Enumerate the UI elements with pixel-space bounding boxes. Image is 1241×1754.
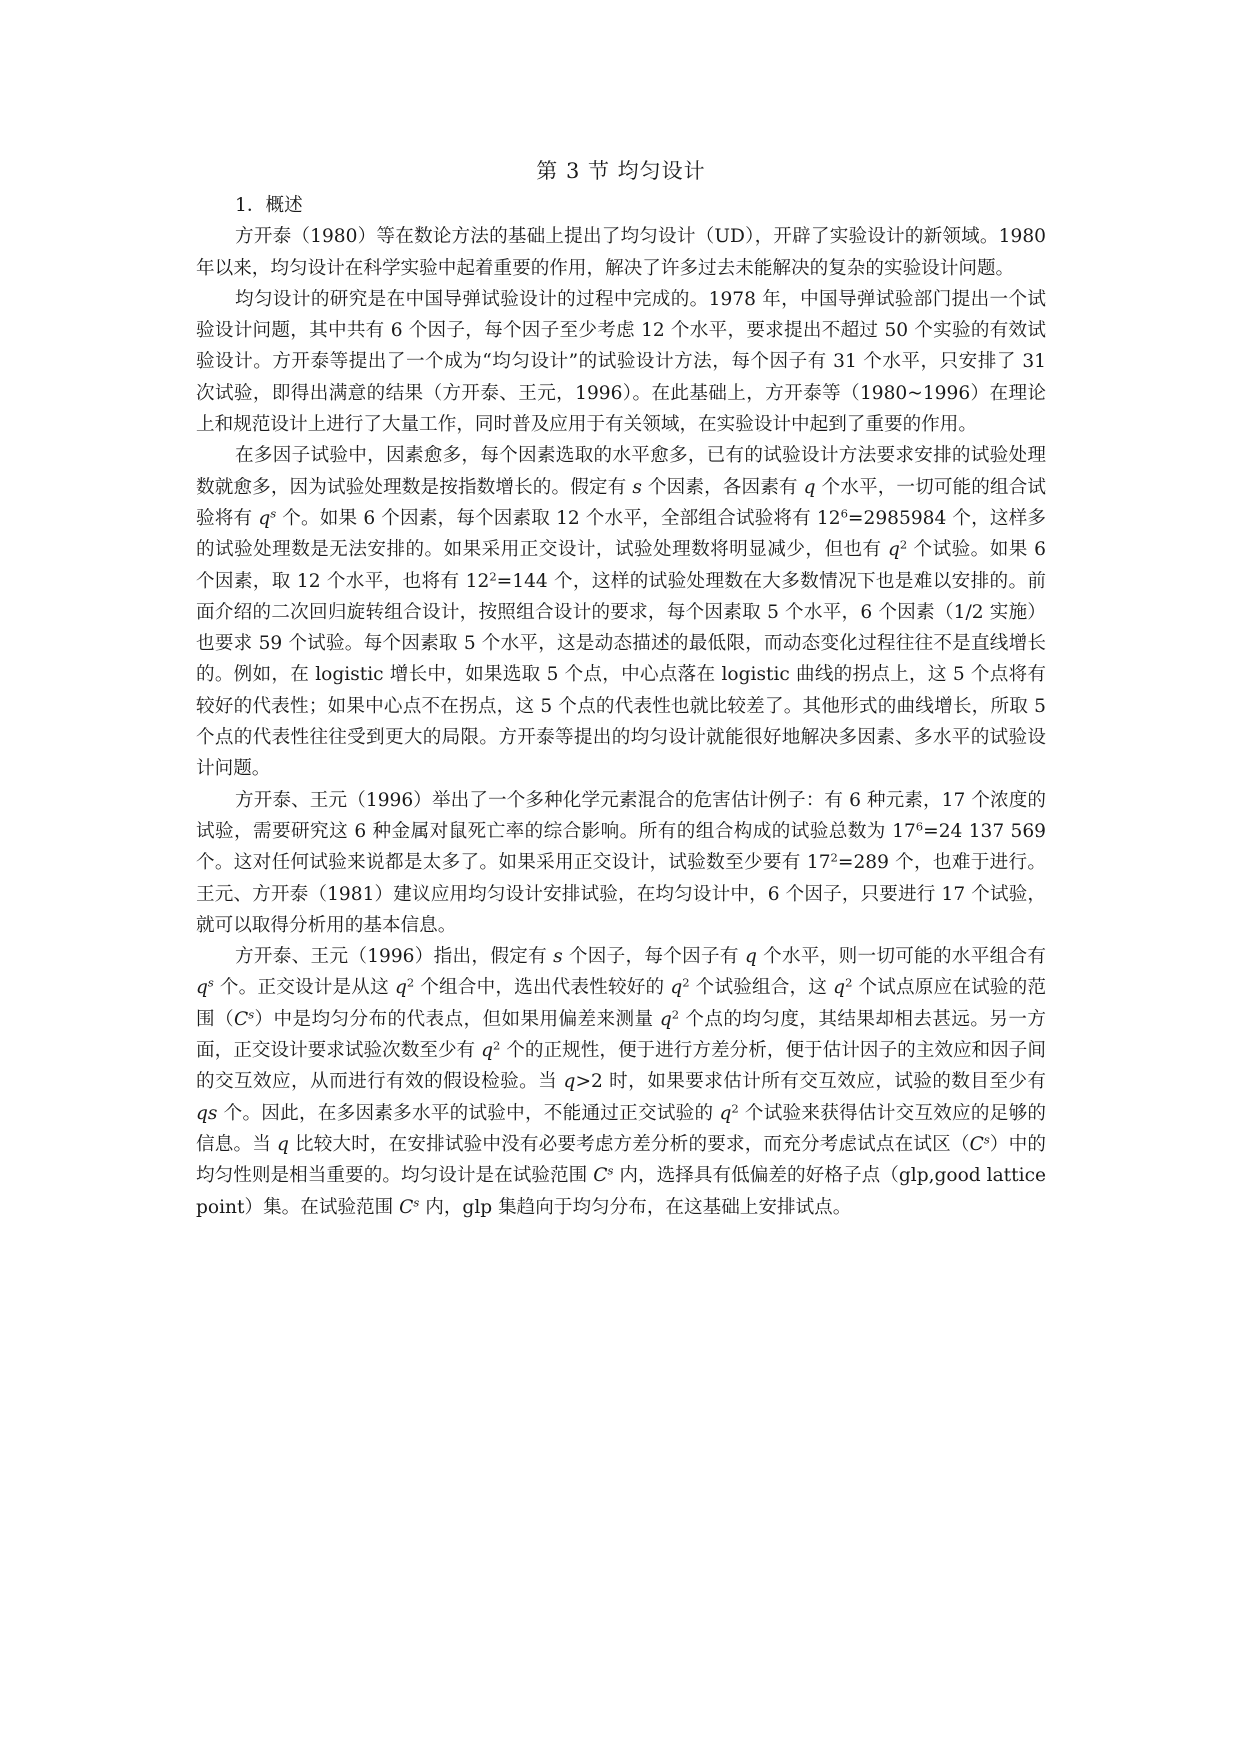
- superscript: 2: [671, 1007, 680, 1022]
- text-run: 个。因此，在多因素多水平的试验中，不能通过正交试验的: [217, 1102, 720, 1124]
- math-var: s: [553, 946, 563, 968]
- math-var: q: [277, 1133, 289, 1155]
- text-run: 方开泰、王元（1996）指出，假定有: [235, 946, 554, 968]
- math-var: q: [258, 507, 271, 529]
- text-run: 个点的均匀度，其结果却相去甚远。另一方面，正交设计要求试验次数至少有: [196, 1008, 1046, 1062]
- page-title: 第 3 节 均匀设计: [536, 159, 706, 183]
- text-run: 个水平，一切可能的组合试验将有: [196, 476, 1046, 529]
- text-run: 内，选择具有低偏差的好格子点（glp,good lattice point）集。在试验范围: [196, 1165, 1046, 1218]
- math-var: q: [803, 476, 816, 498]
- superscript: 2: [493, 1038, 501, 1053]
- text-run: 个水平，则一切可能的水平组合有: [756, 946, 1046, 968]
- text-run: 个。正交设计是从这: [213, 977, 395, 999]
- math-var: q: [196, 977, 208, 999]
- math-var: q: [833, 977, 846, 999]
- superscript: 2: [406, 976, 415, 991]
- paragraph-2-text: 均匀设计的研究是在中国导弹试验设计的过程中完成的。1978 年，中国导弹试验部门提出一个试验设计问题，其中共有 6 个因子，每个因子至少考虑 12 个水平，要求提出不超过 50 个实验的有效试验设计。方开泰等提出了一个成为“均匀设计”的试验设计方法，每个因子有 31 个水平，只安排了 31 次试验，即得出满意的结果（方开泰、王元，1996）。在此基础上，方开泰等（1980~1996）在理论上和规范设计上进行了大量工作，同时普及应用于有关领域，在实验设计中起到了重要的作用。: [196, 288, 1046, 436]
- math-var: q: [563, 1071, 576, 1093]
- superscript: 2: [830, 850, 838, 865]
- text-run: ）中的均匀性则是相当重要的。均匀设计是在试验范围: [196, 1133, 1046, 1187]
- paragraph-5: [196, 941, 1046, 1223]
- math-var: q: [481, 1040, 494, 1062]
- body-text: [196, 190, 1046, 1223]
- paragraph-2: [196, 284, 1046, 440]
- text-run: 个组合中，选出代表性较好的: [414, 977, 671, 999]
- text-run: 个试点原应在试验的范围（: [196, 977, 1046, 1030]
- text-run: >2 时，如果要求估计所有交互效应，试验的数目至少有: [575, 1071, 1046, 1093]
- math-var: qs: [196, 1102, 218, 1124]
- superscript: s: [207, 976, 214, 991]
- superscript: s: [248, 1007, 255, 1022]
- superscript: 2: [682, 976, 690, 991]
- text-run: 个试验来获得估计交互效应的足够的信息。当: [196, 1102, 1046, 1155]
- math-var: C: [969, 1133, 984, 1155]
- superscript: 6: [840, 506, 848, 521]
- text-run: 在多因子试验中，因素愈多，每个因素选取的水平愈多，已有的试验设计方法要求安排的试验处理数就愈多，因为试验处理数是按指数增长的。假定有: [196, 445, 1046, 498]
- paragraph-3: [196, 440, 1046, 784]
- math-var: q: [394, 977, 407, 999]
- superscript: s: [413, 1195, 420, 1210]
- text-run: 个试验。如果 6 个因素，取 12 个水平，也将有 12: [196, 539, 1046, 592]
- text-run: =2985984 个，这样多的试验处理数是无法安排的。如果采用正交设计，试验处理数将明显减少，但也有: [196, 507, 1046, 561]
- superscript: s: [607, 1163, 614, 1178]
- math-var: q: [670, 977, 683, 999]
- superscript: 2: [489, 569, 497, 584]
- math-var: C: [593, 1165, 608, 1187]
- text-run: 个因子，每个因子有: [562, 946, 745, 968]
- paragraph-1: 方开泰（1980）等在数论方法的基础上提出了均匀设计（UD），开辟了实验设计的新领域。1980 年以来，均匀设计在科学实验中起着重要的作用，解决了许多过去未能解决的复杂的实验设计问题。: [196, 226, 1046, 279]
- math-var: q: [887, 539, 900, 561]
- section-heading: 1．概述: [235, 195, 303, 216]
- text-run: =24 137 569 个。这对任何试验来说都是太多了。如果采用正交设计，试验数至少要有 17: [196, 820, 1046, 874]
- text-run: ）中是均匀分布的代表点，但如果用偏差来测量: [254, 1008, 660, 1030]
- math-var: q: [659, 1008, 672, 1030]
- math-var: s: [632, 476, 642, 498]
- math-var: q: [745, 946, 757, 968]
- paragraph-4: [196, 785, 1046, 941]
- superscript: 6: [915, 819, 924, 834]
- text-run: 个的正规性，便于进行方差分析，便于估计因子的主效应和因子间的交互效应，从而进行有效的假设检验。当: [196, 1040, 1046, 1093]
- text-run: =289 个，也难于进行。王元、方开泰（1981）建议应用均匀设计安排试验，在均匀设计中，6 个因子，只要进行 17 个试验，就可以取得分析用的基本信息。: [196, 852, 1047, 936]
- superscript: 2: [845, 976, 853, 991]
- math-var: C: [399, 1196, 414, 1218]
- math-var: q: [719, 1102, 732, 1124]
- superscript: s: [270, 506, 277, 521]
- text-run: =144 个，这样的试验处理数在大多数情况下也是难以安排的。前面介绍的二次回归旋转组合设计，按照组合设计的要求，每个因素取 5 个水平，6 个因素（1/2 实施）也要求 59 个试验。每个因素取 5 个水平，这是动态描述的最低限，而动态变化过程往往不是直线增长的。例如，在 logistic 增长中，如果选取 5 个点，中心点落在 logistic 曲线的拐点上，这 5 个点将有较好的代表性；如果中心点不在拐点，这 5 个点的代表性也就比较差了。其他形式的曲线增长，所取 5 个点的代表性往往受到更大的局限。方开泰等提出的均匀设计就能很好地解决多因素、多水平的试验设计问题。: [196, 570, 1046, 780]
- superscript: s: [983, 1132, 990, 1147]
- superscript: 2: [731, 1101, 739, 1116]
- text-run: 个试验组合，这: [689, 977, 834, 999]
- text-run: 个因素，各因素有: [641, 476, 804, 498]
- text-run: 比较大时，在安排试验中没有必要考虑方差分析的要求，而充分考虑试点在试区（: [288, 1133, 970, 1155]
- text-run: 内，glp 集趋向于均匀分布，在这基础上安排试点。: [419, 1196, 852, 1218]
- text-run: 个。如果 6 个因素，每个因素取 12 个水平，全部组合试验将有 12: [276, 507, 841, 529]
- text-run: 方开泰、王元（1996）举出了一个多种化学元素混合的危害估计例子：有 6 种元素，17 个浓度的试验，需要研究这 6 种金属对鼠死亡率的综合影响。所有的组合构成的试验总数为 17: [196, 789, 1046, 842]
- superscript: 2: [899, 537, 908, 552]
- math-var: C: [234, 1008, 249, 1030]
